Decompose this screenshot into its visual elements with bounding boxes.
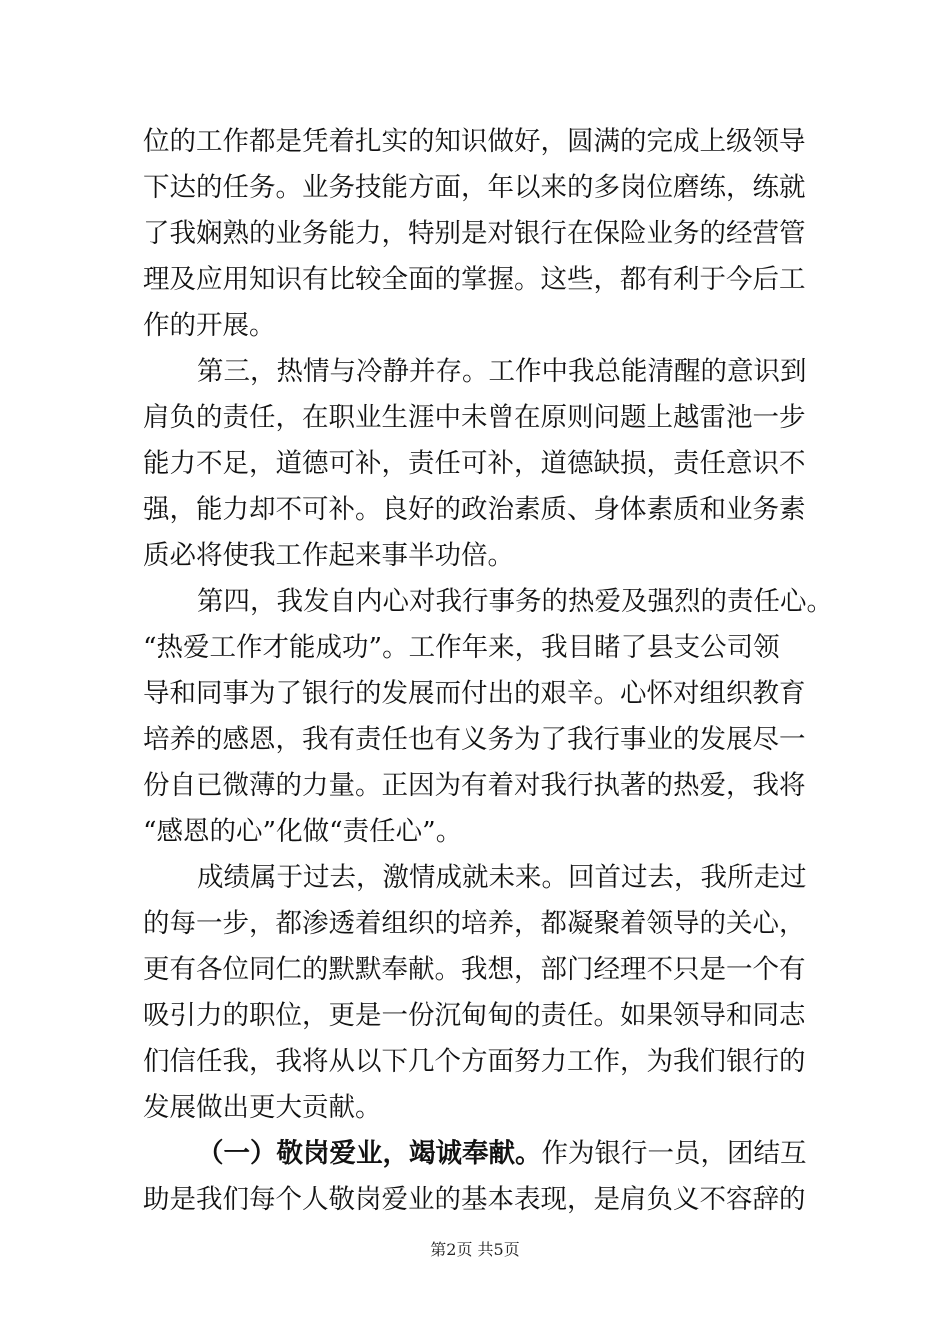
section-heading-text: 作为银行一员，团结互	[541, 1138, 807, 1169]
page-footer: 第2页 共5页	[430, 1240, 520, 1259]
text-line: 的每一步，都渗透着组织的培养，都凝聚着领导的关心，	[143, 908, 806, 939]
text-line: 更有各位同仁的默默奉献。我想，部门经理不只是一个有	[143, 954, 806, 985]
section-heading: （一）敬岗爱业，竭诚奉献。	[197, 1138, 542, 1169]
text-line: 理及应用知识有比较全面的掌握。这些，都有利于今后工	[143, 264, 806, 295]
text-line: “热爱工作才能成功”。工作年来，我目睹了县支公司领	[143, 632, 780, 663]
paragraph-start-line: 第四，我发自内心对我行事务的热爱及强烈的责任心。	[197, 586, 833, 617]
text-line: 们信任我，我将从以下几个方面努力工作，为我们银行的	[143, 1046, 806, 1077]
text-line: 培养的感恩，我有责任也有义务为了我行事业的发展尽一	[143, 724, 806, 755]
text-line: 导和同事为了银行的发展而付出的艰辛。心怀对组织教育	[143, 678, 806, 709]
section-heading-line	[197, 1134, 877, 1174]
text-line: 份自已微薄的力量。正因为有着对我行执著的热爱，我将	[143, 770, 806, 801]
text-line: 吸引力的职位，更是一份沉甸甸的责任。如果领导和同志	[143, 1000, 806, 1031]
text-line: 能力不足，道德可补，责任可补，道德缺损，责任意识不	[143, 448, 806, 479]
text-line: 发展做出更大贡献。	[143, 1092, 382, 1123]
text-line: 下达的任务。业务技能方面，年以来的多岗位磨练，练就	[143, 172, 806, 203]
text-line: “感恩的心”化做“责任心”。	[143, 816, 463, 847]
text-line: 助是我们每个人敬岗爱业的基本表现，是肩负义不容辞的	[143, 1184, 806, 1215]
text-line: 了我娴熟的业务能力，特别是对银行在保险业务的经营管	[143, 218, 806, 249]
text-line: 强，能力却不可补。良好的政治素质、身体素质和业务素	[143, 494, 806, 525]
paragraph-start-line: 成绩属于过去，激情成就未来。回首过去，我所走过	[197, 862, 807, 893]
paragraph-start-line: 第三，热情与冷静并存。工作中我总能清醒的意识到	[197, 356, 807, 387]
text-line: 肩负的责任，在职业生涯中未曾在原则问题上越雷池一步	[143, 402, 806, 433]
text-line: 作的开展。	[143, 310, 276, 341]
text-line: 位的工作都是凭着扎实的知识做好，圆满的完成上级领导	[143, 126, 806, 157]
text-line: 质必将使我工作起来事半功倍。	[143, 540, 514, 571]
